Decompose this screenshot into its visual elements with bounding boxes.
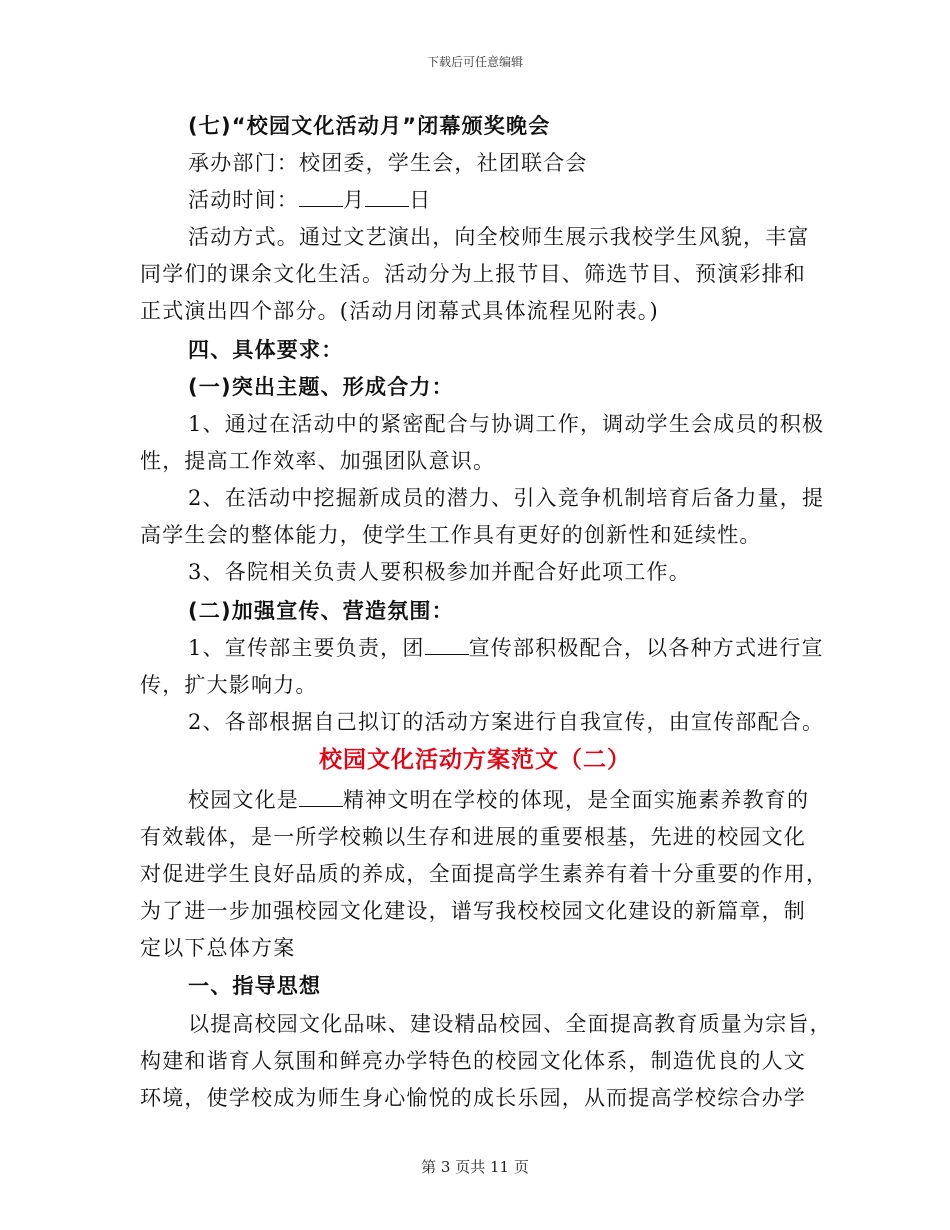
sub1-item2-line2: 高学生会的整体能力，使学生工作具有更好的创新性和延续性。 xyxy=(140,523,762,547)
sub2-item2: 2、各部根据自己拟订的活动方案进行自我宣传，由宣传部配合。 xyxy=(188,710,825,734)
sub2-heading: (二)加强宣传、营造氛围： xyxy=(188,599,454,623)
sub1-item1-line1: 1、通过在活动中的紧密配合与协调工作，调动学生会成员的积极 xyxy=(188,412,825,436)
team-blank xyxy=(425,634,469,655)
intro-blank xyxy=(299,786,343,807)
time-month: 月 xyxy=(343,188,366,212)
guide-line2: 构建和谐育人氛围和鲜亮办学特色的校园文化体系，制造优良的人文 xyxy=(140,1049,806,1073)
sub2-item1-part2: 宣传部积极配合，以各种方式进行宣 xyxy=(468,636,824,660)
month-blank xyxy=(299,186,343,207)
intro-part2: 精神文明在学校的体现，是全面实施素养教育的 xyxy=(343,788,810,812)
sub1-heading: (一)突出主题、形成合力： xyxy=(188,375,454,399)
intro-line1 xyxy=(188,786,858,814)
method-line-1: 活动方式。通过文艺演出，向全校师生展示我校学生风貌，丰富 xyxy=(188,225,810,249)
guide-heading: 一、指导思想 xyxy=(188,974,322,998)
guide-line3: 环境，使学校成为师生身心愉悦的成长乐园，从而提高学校综合办学 xyxy=(140,1086,806,1110)
intro-line4: 为了进一步加强校园文化建设，谱写我校校园文化建设的新篇章，制 xyxy=(140,899,806,923)
intro-part1: 校园文化是 xyxy=(188,788,299,812)
method-line-2: 同学们的课余文化生活。活动分为上报节目、筛选节目、预演彩排和 xyxy=(140,262,806,286)
sub2-item1-part1: 1、宣传部主要负责，团 xyxy=(188,636,425,660)
sub2-item1-line1 xyxy=(188,634,858,662)
sub1-item2-line1: 2、在活动中挖掘新成员的潜力、引入竞争机制培育后备力量，提 xyxy=(188,486,825,510)
time-day: 日 xyxy=(409,188,432,212)
intro-line2: 有效载体，是一所学校赖以生存和进展的重要根基，先进的校园文化 xyxy=(140,825,806,849)
section7-heading: (七)“校园文化活动月”闭幕颁奖晚会 xyxy=(188,114,551,138)
day-blank xyxy=(365,186,409,207)
intro-line3: 对促进学生良好品质的养成，全面提高学生素养有着十分重要的作用， xyxy=(140,862,829,886)
page-footer: 第 3 页共 11 页 xyxy=(421,1158,529,1176)
section7-organizer: 承办部门：校团委，学生会，社团联合会 xyxy=(188,151,588,175)
article2-title: 校园文化活动方案范文（二） xyxy=(319,747,631,773)
guide-line1: 以提高校园文化品味、建设精品校园、全面提高教育质量为宗旨， xyxy=(188,1012,832,1036)
method-line-3: 正式演出四个部分。(活动月闭幕式具体流程见附表。) xyxy=(140,299,659,323)
sub2-item1-line2: 传，扩大影响力。 xyxy=(140,673,318,697)
sub1-item3: 3、各院相关负责人要积极参加并配合好此项工作。 xyxy=(188,560,691,584)
time-prefix: 活动时间： xyxy=(188,188,299,212)
sub1-item1-line2: 性，提高工作效率、加强团队意识。 xyxy=(140,449,496,473)
section4-heading: 四、具体要求： xyxy=(188,338,344,362)
page-header: 下载后可任意编辑 xyxy=(426,55,523,69)
section7-time xyxy=(188,186,858,214)
intro-line5: 定以下总体方案 xyxy=(140,936,296,960)
